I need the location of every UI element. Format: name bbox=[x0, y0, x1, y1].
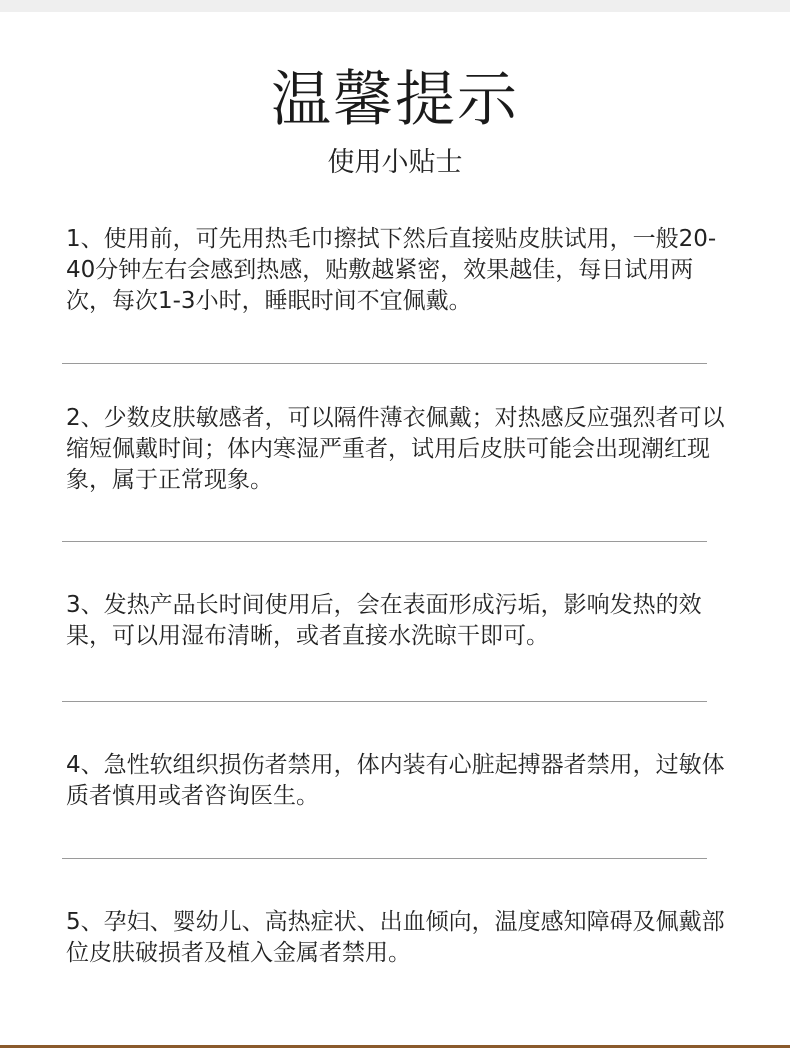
divider-1 bbox=[62, 363, 707, 364]
tip-5: 5、孕妇、婴幼儿、高热症状、出血倾向，温度感知障碍及佩戴部位皮肤破损者及植入金属者禁用。 bbox=[66, 909, 725, 966]
tip-1: 1、使用前，可先用热毛巾擦拭下然后直接贴皮肤试用，一般20-40分钟左右会感到热感，贴敷越紧密，效果越佳，每日试用两次，每次1-3小时，睡眠时间不宜佩戴。 bbox=[66, 226, 717, 314]
divider-3 bbox=[62, 701, 707, 702]
page-title: 温馨提示 bbox=[271, 65, 519, 135]
divider-2 bbox=[62, 541, 707, 542]
tip-2: 2、少数皮肤敏感者，可以隔件薄衣佩戴；对热感反应强烈者可以缩短佩戴时间；体内寒湿严重者，试用后皮肤可能会出现潮红现象，属于正常现象。 bbox=[66, 405, 725, 493]
tip-3: 3、发热产品长时间使用后，会在表面形成污垢，影响发热的效果，可以用湿布清晰，或者直接水洗晾干即可。 bbox=[66, 592, 702, 649]
divider-4 bbox=[62, 858, 707, 859]
top-band bbox=[0, 0, 790, 12]
tip-4: 4、急性软组织损伤者禁用，体内装有心脏起搏器者禁用，过敏体质者慎用或者咨询医生。 bbox=[66, 752, 725, 809]
page-subtitle: 使用小贴士 bbox=[327, 147, 463, 178]
